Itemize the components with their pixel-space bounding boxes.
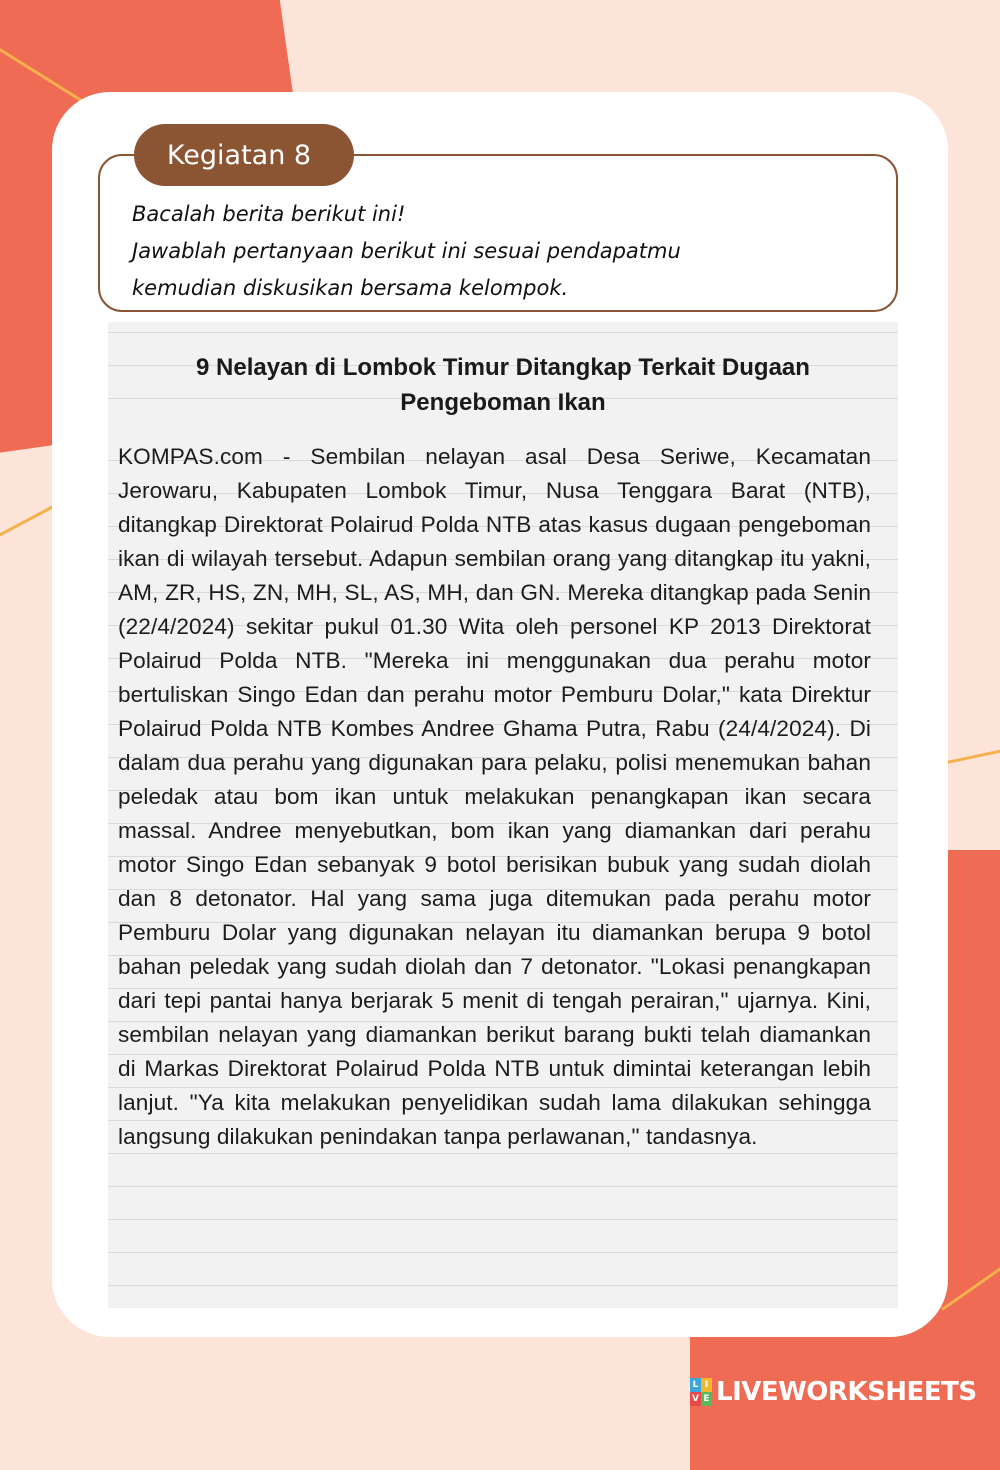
logo-letter: V xyxy=(690,1392,701,1406)
logo-letter: I xyxy=(701,1378,712,1392)
decorative-line xyxy=(0,504,57,540)
activity-label-text: Kegiatan 8 xyxy=(166,139,312,171)
instruction-line: Jawablah pertanyaan berikut ini sesuai pendapatmu xyxy=(132,239,681,263)
liveworksheets-logo-icon xyxy=(690,1378,712,1406)
brand-footer xyxy=(690,1372,977,1412)
instruction-line: Bacalah berita berikut ini! xyxy=(132,202,406,226)
brand-name[interactable]: LIVEWORKSHEETS xyxy=(716,1377,977,1407)
article-title: 9 Nelayan di Lombok Timur Ditangkap Terkait Dugaan Pengeboman Ikan xyxy=(196,354,810,416)
logo-letter: L xyxy=(690,1378,701,1392)
instruction-text xyxy=(132,196,872,307)
activity-label xyxy=(134,124,354,186)
logo-letter: E xyxy=(701,1392,712,1406)
article-body: KOMPAS.com - Sembilan nelayan asal Desa Seriwe, Kecamatan Jerowaru, Kabupaten Lombok Timur, Nusa Tenggara Barat (NTB), ditangkap Direktorat Polairud Polda NTB atas kasus dugaan pengeboman ikan di wilayah tersebut. Adapun sembilan orang yang ditangkap itu yakni, AM, ZR, HS, ZN, MH, SL, AS, MH, dan GN. Mereka ditangkap pada Senin (22/4/2024) sekitar pukul 01.30 Wita oleh personel KP 2013 Direktorat Polairud Polda NTB. "Mereka ini menggunakan dua perahu motor bertuliskan Singo Edan dan perahu motor Pemburu Dolar," kata Direktur Polairud Polda NTB Kombes Andree Ghama Putra, Rabu (24/4/2024). Di dalam dua perahu yang digunakan para pelaku, polisi menemukan bahan peledak atau bom ikan untuk melakukan penangkapan ikan secara massal. Andree menyebutkan, bom ikan yang diamankan dari perahu motor Singo Edan sebanyak 9 botol berisikan bubuk yang sudah diolah dan 8 detonator. Hal yang sama juga ditemukan pada perahu motor Pemburu Dolar yang digunakan nelayan itu diamankan berupa 9 botol bahan peledak yang sudah diolah dan 7 detonator. "Lokasi penangkapan dari tepi pantai hanya berjarak 5 menit di tengah perairan," ujarnya. Kini, sembilan nelayan yang diamankan berikut barang bukti telah diamankan di Markas Direktorat Polairud Polda NTB untuk dimintai keterangan lebih lanjut. "Ya kita melakukan penyelidikan sudah lama dilakukan sehingga langsung dilakukan penindakan tanpa perlawanan," tandasnya. xyxy=(118,444,871,1149)
instruction-line: kemudian diskusikan bersama kelompok. xyxy=(132,276,569,300)
